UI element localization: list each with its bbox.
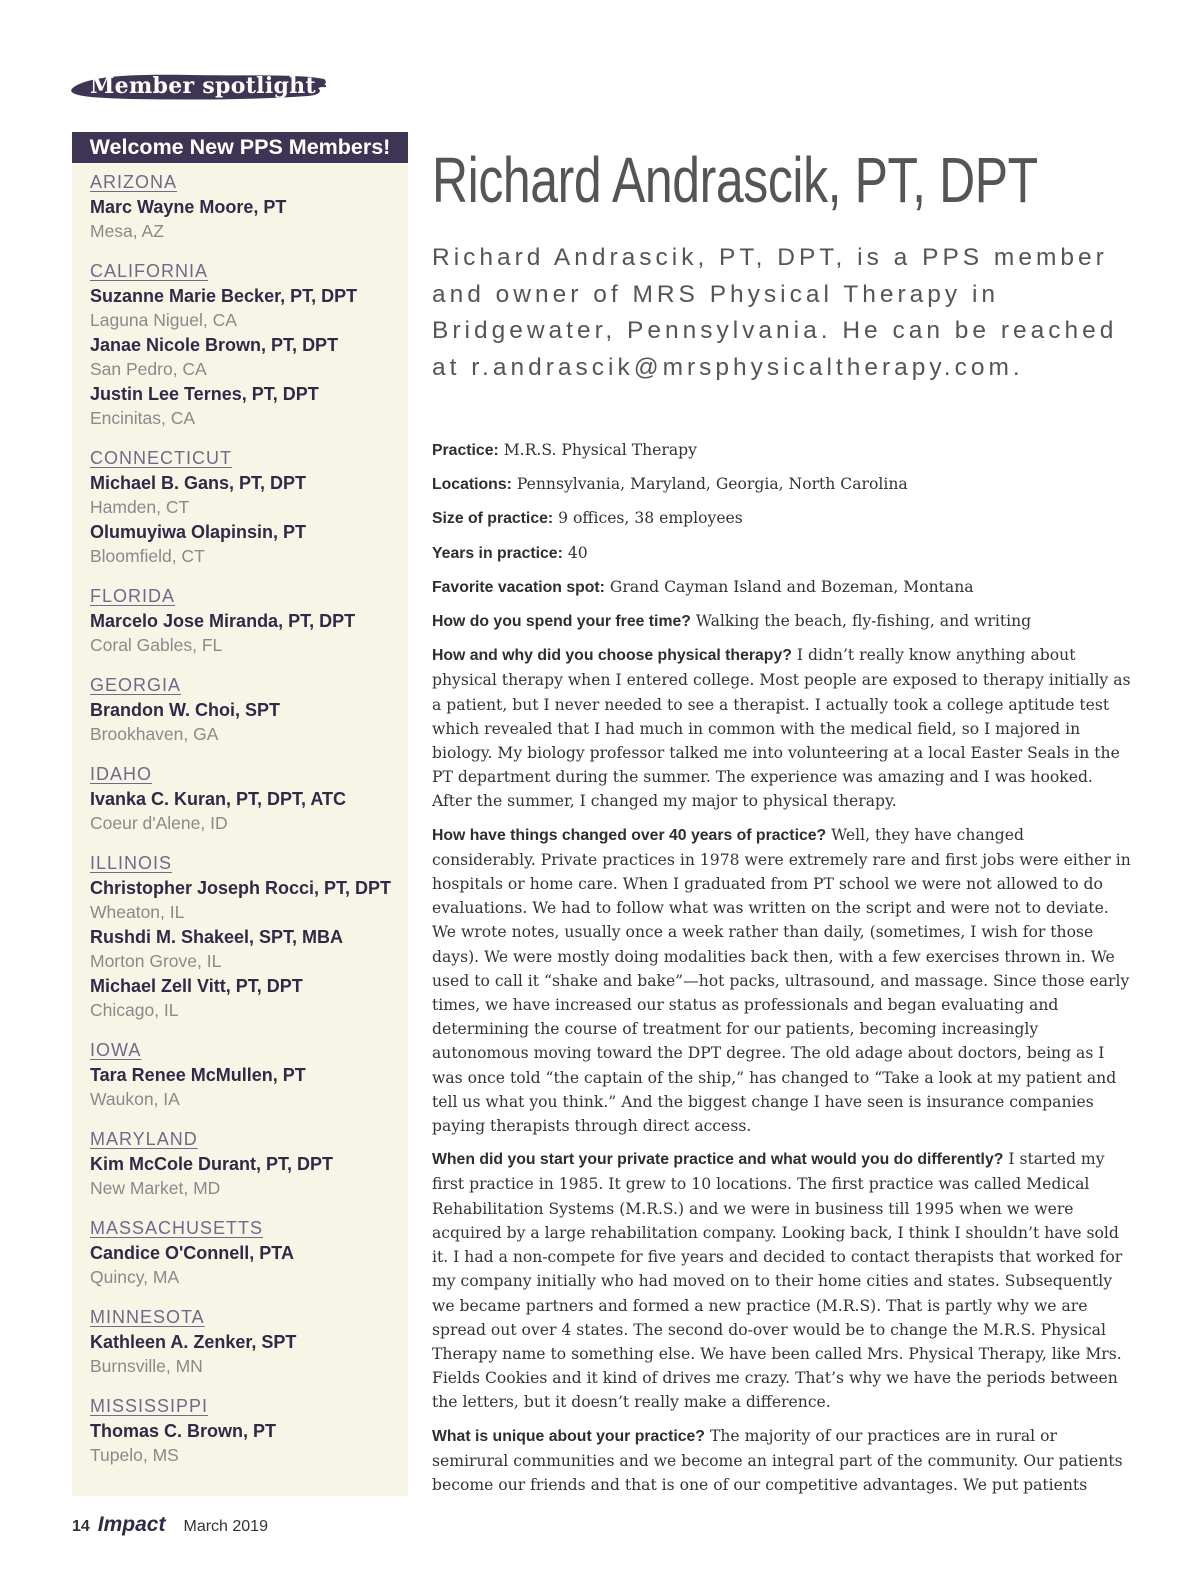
state-group [90,763,402,836]
qa-answer: Grand Cayman Island and Bozeman, Montana [609,577,974,596]
qa-paragraph [432,823,1132,1139]
qa-question: How have things changed over 40 years of practice? [432,826,827,844]
member-name: Kim McCole Durant, PT, DPT [90,1154,334,1174]
qa-paragraph [432,609,1132,634]
qa-paragraph [432,1424,1132,1498]
qa-paragraph [432,575,1132,600]
qa-answer: Well, they have changed considerably. Private practices in 1978 were extremely rare and first jobs were either in hospitals or home care. When I graduated from PT school we were not allowed to do evaluations. We had to follow what was written on the script and were not to deviate. We wrote notes, usually once a week rather than daily, (sometimes, I wish for those days). We were mostly doing modalities back then, with a few exercises thrown in. We used to call it “shake and bake”—hot packs, ultrasound, and massage. Since those early times, we have increased our status as professionals and began evaluating and determining the course of treatment for our patients, becoming increasingly autonomous moving toward the DPT degree. The old adage about doctors, being as I was once told “the captain of the ship,” has changed to “Take a look at my patient and tell us what you think.” And the biggest change I have seen is insurance companies paying therapists through direct access. [432,825,1131,1136]
qa-answer: 40 [567,543,588,562]
qa-answer: Pennsylvania, Maryland, Georgia, North Carolina [516,475,908,494]
state-group [90,171,402,244]
state-name: MARYLAND [90,1129,198,1149]
state-group [90,674,402,747]
qa-paragraph [432,643,1132,813]
new-members-sidebar [72,163,408,1496]
member-name: Brandon W. Choi, SPT [90,700,280,720]
member-location: Burnsville, MN [90,1356,203,1376]
state-group [90,1395,402,1468]
qa-question: How do you spend your free time? [432,613,691,631]
qa-question: Size of practice: [432,510,554,528]
qa-question: What is unique about your practice? [432,1427,705,1445]
member-name: Suzanne Marie Becker, PT, DPT [90,286,358,306]
member-name: Christopher Joseph Rocci, PT, DPT [90,878,392,898]
state-name: GEORGIA [90,675,182,695]
qa-answer: Walking the beach, fly-fishing, and writing [695,612,1032,631]
state-group [90,260,402,431]
member-name: Tara Renee McMullen, PT [90,1065,306,1085]
state-group [90,1039,402,1112]
member-location: Tupelo, MS [90,1445,179,1465]
qa-answer: M.R.S. Physical Therapy [503,441,697,459]
state-name: IOWA [90,1040,142,1060]
member-name: Kathleen A. Zenker, SPT [90,1332,297,1352]
state-name: MISSISSIPPI [90,1396,209,1416]
banner-label: Member spotlight [90,73,316,99]
member-name: Janae Nicole Brown, PT, DPT [90,335,339,355]
state-name: CALIFORNIA [90,261,209,281]
issue-date: March 2019 [183,1518,268,1535]
qa-question: Favorite vacation spot: [432,578,605,596]
members-list [90,171,402,1484]
article-body [432,438,1132,1506]
qa-question: Years in practice: [432,544,563,562]
member-location: Chicago, IL [90,1000,179,1020]
qa-paragraph [432,438,1132,463]
member-location: Hamden, CT [90,497,190,517]
member-location: New Market, MD [90,1178,221,1198]
member-name: Rushdi M. Shakeel, SPT, MBA [90,927,344,947]
qa-question: Locations: [432,476,512,494]
state-name: MASSACHUSETTS [90,1218,264,1238]
member-location: Mesa, AZ [90,221,164,241]
member-name: Candice O'Connell, PTA [90,1243,294,1263]
state-group [90,1128,402,1201]
sidebar-header: Welcome New PPS Members! [72,132,408,163]
state-name: MINNESOTA [90,1307,205,1327]
member-name: Marcelo Jose Miranda, PT, DPT [90,611,356,631]
member-name: Olumuyiwa Olapinsin, PT [90,522,307,542]
member-name: Justin Lee Ternes, PT, DPT [90,384,319,404]
page-number: 14 [72,1518,90,1535]
qa-question: Practice: [432,442,499,459]
member-location: Coral Gables, FL [90,635,223,655]
publication-name: Impact [97,1513,166,1536]
member-location: San Pedro, CA [90,359,207,379]
state-name: ILLINOIS [90,853,173,873]
qa-answer: 9 offices, 38 employees [558,509,743,528]
state-group [90,585,402,658]
qa-paragraph [432,541,1132,566]
qa-answer: I didn’t really know anything about physical therapy when I entered college. Most people are exposed to therapy initially as a patient, but I never needed to see a therapist. I actually took a college aptitude test which revealed that I had much in common with the medical field, so I majored in biology. My biology professor talked me into volunteering at a local Easter Seals in the PT department during the summer. The experience was amazing and I was hooked. After the summer, I changed my major to physical therapy. [432,646,1131,811]
state-group [90,1306,402,1379]
member-name: Michael Zell Vitt, PT, DPT [90,976,303,996]
member-location: Wheaton, IL [90,902,185,922]
state-group [90,852,402,1023]
state-name: IDAHO [90,764,153,784]
qa-question: How and why did you choose physical therapy? [432,647,792,665]
state-name: ARIZONA [90,172,178,192]
member-location: Morton Grove, IL [90,951,222,971]
member-location: Encinitas, CA [90,408,196,428]
qa-paragraph [432,1147,1132,1414]
state-group [90,1217,402,1290]
member-name: Thomas C. Brown, PT [90,1421,277,1441]
qa-answer: I started my first practice in 1985. It grew to 10 locations. The first practice was called Medical Rehabilitation Systems (M.R.S.) and we were in business till 1995 when we were acquired by a large rehabilitation company. Looking back, I think I shouldn’t have sold it. I had a non-compete for five years and decided to contact therapists that worked for my company initially who had moved on to their home cities and states. Subsequently we became partners and formed a new practice (M.R.S). That is partly why we are spread out over 4 states. The second do-over would be to change the M.R.S. Physical Therapy name to something else. We have been called Mrs. Physical Therapy, like Mrs. Fields Cookies and it kind of drives me crazy. That’s why we have the periods between the letters, but it doesn’t really make a difference. [432,1150,1123,1412]
state-name: FLORIDA [90,586,176,606]
article-title: Richard Andrascik, PT, DPT [432,144,1038,216]
qa-paragraph [432,472,1132,497]
member-location: Coeur d'Alene, ID [90,813,228,833]
member-location: Laguna Niguel, CA [90,310,237,330]
qa-answer: The majority of our practices are in rural or semirural communities and we become an integral part of the community. Our patients become our friends and that is one of our competitive advantages. We put patients [432,1426,1123,1494]
qa-question: When did you start your private practice and what would you do differently? [432,1151,1004,1169]
qa-paragraph [432,506,1132,531]
member-location: Brookhaven, GA [90,724,219,744]
member-name: Ivanka C. Kuran, PT, DPT, ATC [90,789,347,809]
state-name: CONNECTICUT [90,448,232,468]
state-group [90,447,402,569]
page-footer [72,1513,268,1537]
member-location: Bloomfield, CT [90,546,205,566]
member-name: Marc Wayne Moore, PT [90,197,287,217]
member-name: Michael B. Gans, PT, DPT [90,473,307,493]
member-location: Waukon, IA [90,1089,180,1109]
article-intro: Richard Andrascik, PT, DPT, is a PPS member and owner of MRS Physical Therapy in Bridgewater, Pennsylvania. He can be reached at r.andrascik@mrsphysicaltherapy.com. [432,244,1118,381]
member-location: Quincy, MA [90,1267,180,1287]
section-banner [70,70,328,102]
